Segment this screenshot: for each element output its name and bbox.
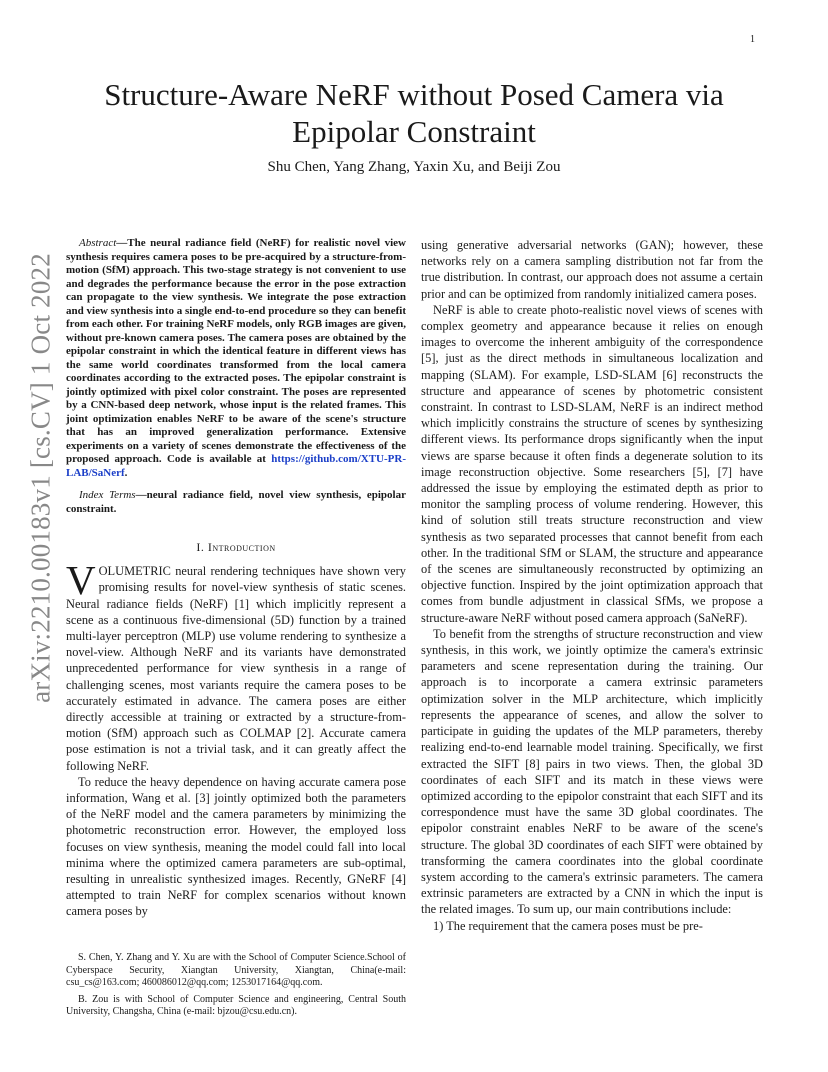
arxiv-identifier[interactable]: arXiv:2210.00183v1 [cs.CV] 1 Oct 2022: [25, 253, 56, 703]
paper-title: Structure-Aware NeRF without Posed Camera via Epipolar Constraint: [104, 77, 724, 149]
right-column: [421, 237, 763, 934]
author-footnote: [66, 952, 406, 1023]
abstract-end: .: [124, 466, 128, 479]
intro-paragraph-2: To reduce the heavy dependence on having accurate camera pose information, Wang et al. [3] jointly optimized both the parameters of the NeRF model and the camera parameters by minimizing the photometric reconstruction error. However, the employed loss focuses on view synthesis, meaning the model could fall into local minima where the optimized camera parameters are sub-optimal, resulting in unrealistic synthesized images. Recently, GNeRF [4] attempted to train NeRF for complex scenarios without known camera poses by: [66, 774, 406, 919]
intro-paragraph-1: [66, 557, 406, 774]
right-paragraph-2: NeRF is able to create photo-realistic novel views of scenes with complex geometry and appearance because it relies on enough images to overcome the inherent ambiguity of the correspondence [5], just as the direct methods in simultaneous localization and mapping (SLAM). For example, LSD-SLAM [6] reconstructs the structure and appearance of scenes by photometric consistent constraint. In contrast to LSD-SLAM, NeRF is an indirect method which implicitly constrains the structure of scenes by synthesizing different views. Its performance drops significantly when the input views are sparse because it often finds a degenerate solution to its image reconstruction objective. Some researchers [5], [7] have addressed the issue by employing the estimated depth as prior to monitor the sampling process of volume rendering. However, this kind of solution still treats structure reconstruction and view synthesis as two separated processes that cannot benefit from each other. In the traditional SfM or SLAM, the structure and appearance of the scenes are simultaneously reconstructed by optimizing an objective function. Inspired by the joint optimization approach that comes from bundle adjustment in classical SfMs, we propose a structure-aware NeRF without posed camera approach (SaNeRF).: [421, 302, 763, 625]
abstract-text: —The neural radiance field (NeRF) for realistic novel view synthesis requires camera poses to be pre-acquired by a structure-from-motion (SfM) approach. This two-stage strategy is not convenient to use and degrades the performance because the error in the pose extraction can propagate to the view synthesis. We integrate the pose extraction and view synthesis into a single end-to-end procedure so they can benefit from each other. For training NeRF models, only RGB images are given, without pre-known camera poses. The camera poses are obtained by the epipolar constraint in which the identical feature in different views has the same world coordinates transformed from the local camera coordinates according to the extracted poses. The epipolar constraint is jointly optimized with pixel color constraint. The poses are represented by a CNN-based deep network, whose input is the related frames. This joint optimization enables NeRF to be aware of the scene's structure that has an improved generalization performance. Extensive experiments on a variety of scenes demonstrate the effectiveness of the proposed approach. Code is available at: [66, 237, 406, 465]
right-paragraph-3: To benefit from the strengths of structure reconstruction and view synthesis, in this work, we jointly optimize the camera's extrinsic parameters and scene representation during the training. Our approach is to incorporate a camera extrinsic parameters optimization solver in the MLP architecture, which implicitly represents the appearance of scenes, and allow the solver to participate in guiding the updates of the MLP parameters, thereby realizing end-to-end learnable model training. Specifically, we first extracted the SIFT [8] pairs in two views. Then, the global 3D coordinates of each SIFT and its match in these views were optimized according to the epipolor constraint that each SIFT and its correspondence must have the same 3D global coordinates. The epipolor constraint enables NeRF to be aware of the scene's structure. The global 3D coordinates of each SIFT were obtained by transforming the camera coordinates into the global coordinate system according to the camera's extrinsic parameters. The camera extrinsic parameters are extracted by a CNN in which the input is the related images. To sum up, our main contributions include:: [421, 626, 763, 917]
section-heading-introduction: I. Introduction: [196, 540, 276, 554]
drop-cap: V: [66, 557, 96, 604]
index-terms-text: —neural radiance field, novel view synthesis, epipolar constraint.: [66, 489, 406, 515]
left-column: [66, 237, 406, 920]
code-link[interactable]: https://github.com/XTU-PR-LAB/SaNerf: [66, 453, 406, 479]
footnote-affiliation-1: S. Chen, Y. Zhang and Y. Xu are with the School of Computer Science.School of Cyberspace Security, Xiangtan University, Xiangtan, China(e-mail: csu_cs@163.com; 460086012@qq.com; 1253017164@qq.com.: [66, 952, 406, 988]
index-terms-lead: Index Terms: [79, 489, 136, 501]
page-number: 1: [750, 34, 755, 45]
footnote-affiliation-2: B. Zou is with School of Computer Science and engineering, Central South University, Changsha, China (e-mail: bjzou@csu.edu.cn).: [66, 993, 406, 1017]
abstract-lead: Abstract: [79, 237, 117, 249]
abstract: [66, 237, 406, 480]
right-paragraph-1: using generative adversarial networks (GAN); however, these networks rely on a camera sampling distribution not far from the true distribution. In contrast, our approach does not assume a certain prior and can be optimized from randomly initialized camera poses.: [421, 238, 763, 301]
author-list: Shu Chen, Yang Zhang, Yaxin Xu, and Beiji Zou: [267, 159, 561, 175]
index-terms: [66, 489, 406, 516]
contribution-item-1: 1) The requirement that the camera poses must be pre-: [433, 918, 703, 933]
intro-paragraph-1-text: OLUMETRIC neural rendering techniques have shown very promising results for novel-view synthesis of static scenes. Neural radiance fields (NeRF) [1] which implicitly represent a scene as a continuous five-dimensional (5D) function by a trained multi-layer perceptron (MLP) use volume rendering to synthesize a novel-view. Although NeRF and its variants have demonstrated unprecedented performance for view synthesis in a range of challenging scenes, most variants require the camera poses to be accurately estimated in advance. The camera poses are either directly accessible at training or extracted by a structure-from-motion (SfM) approach such as COLMAP [2]. Accurate camera pose estimation is not a trivial task, and it can greatly affect the following NeRF.: [66, 564, 406, 773]
